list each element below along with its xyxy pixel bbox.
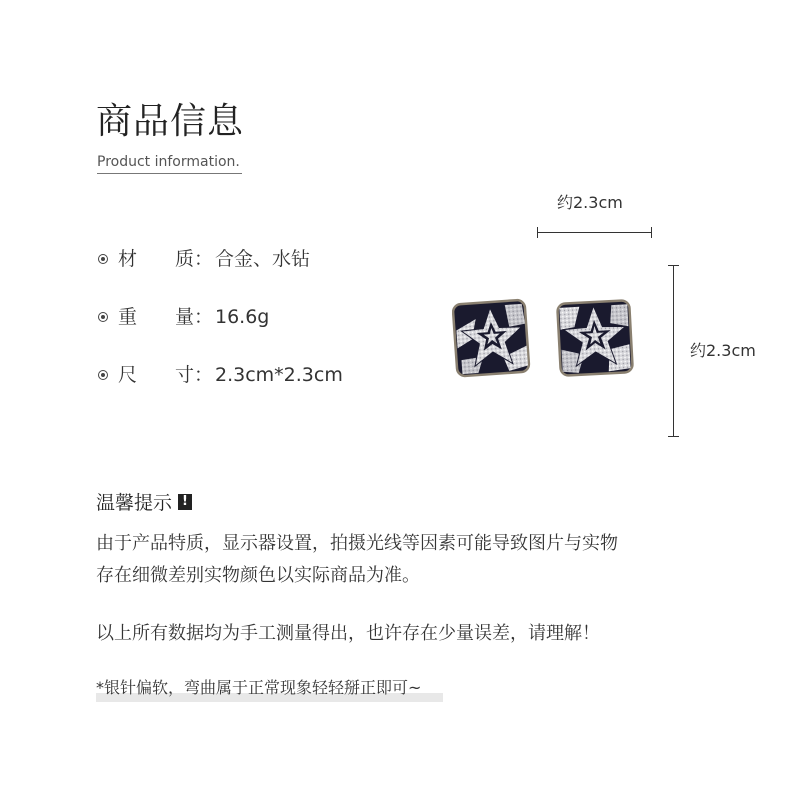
notice-title-text: 温馨提示 (96, 492, 173, 514)
width-dimension-tick (651, 227, 652, 238)
bullet-icon (98, 312, 108, 322)
height-dimension-tick (668, 436, 679, 437)
notice-paragraph: 以上所有数据均为手工测量得出，也许存在少量误差，请理解！ (96, 623, 600, 644)
spec-value: 2.3cm*2.3cm (215, 364, 343, 386)
exclamation-icon: ! (178, 494, 192, 510)
bullet-icon (98, 254, 108, 264)
notice-paragraph-line: 由于产品特质，显示器设置，拍摄光线等因素可能导致图片与实物 (96, 533, 618, 554)
notice-paragraph-line: 存在细微差别实物颜色以实际商品为准。 (96, 565, 420, 586)
spec-value: 合金、水钻 (215, 248, 311, 270)
page-subtitle: Product information. (97, 153, 242, 174)
footnote: *银针偏软，弯曲属于正常现象轻轻掰正即可~ (96, 678, 422, 697)
height-dimension-line (673, 265, 674, 437)
height-dimension-label: 约2.3cm (690, 341, 756, 360)
spec-label: 尺 寸： (118, 364, 214, 386)
notice-title (96, 491, 192, 515)
width-dimension-tick (537, 227, 538, 238)
spec-value: 16.6g (215, 306, 270, 328)
page-title: 商品信息 (96, 101, 245, 142)
earring-right-image (555, 298, 635, 378)
width-dimension-label: 约2.3cm (557, 193, 623, 212)
spec-label: 材 质： (118, 248, 214, 270)
spec-label: 重 量： (118, 306, 214, 328)
earring-left-image (452, 298, 532, 378)
bullet-icon (98, 370, 108, 380)
width-dimension-line (537, 232, 652, 233)
height-dimension-tick (668, 265, 679, 266)
